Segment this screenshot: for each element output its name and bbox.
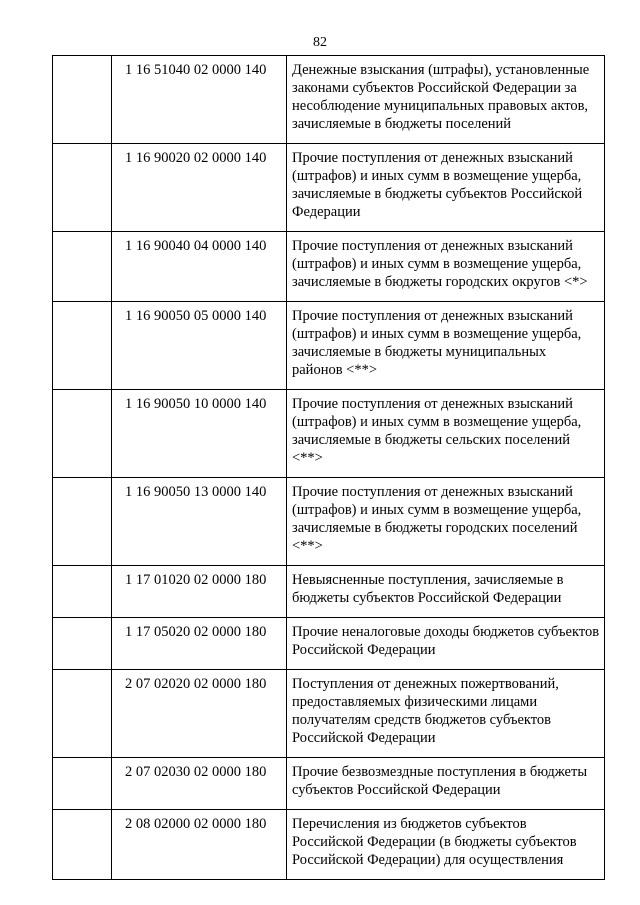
table-row <box>53 144 605 232</box>
income-name-cell: Денежные взыскания (штрафы), установленные законами субъектов Российской Федерации за несоблюдение муниципальных правовых актов, зачисляемые в бюджеты поселений <box>287 56 605 144</box>
budget-code-cell: 2 07 02020 02 0000 180 <box>112 670 287 758</box>
admin-code-cell <box>53 302 112 390</box>
table-row <box>53 56 605 144</box>
table-row <box>53 670 605 758</box>
income-name-cell: Прочие неналоговые доходы бюджетов субъектов Российской Федерации <box>287 618 605 670</box>
table-body <box>53 56 605 880</box>
budget-code-cell: 1 16 90020 02 0000 140 <box>112 144 287 232</box>
income-name-cell: Прочие поступления от денежных взысканий (штрафов) и иных сумм в возмещение ущерба, зачисляемые в бюджеты муниципальных районов <**> <box>287 302 605 390</box>
budget-code-cell: 1 16 51040 02 0000 140 <box>112 56 287 144</box>
admin-code-cell <box>53 758 112 810</box>
table-row <box>53 810 605 880</box>
table-row <box>53 478 605 566</box>
income-name-cell: Прочие поступления от денежных взысканий (штрафов) и иных сумм в возмещение ущерба, зачисляемые в бюджеты сельских поселений <**> <box>287 390 605 478</box>
budget-code-cell: 1 17 01020 02 0000 180 <box>112 566 287 618</box>
page-number: 82 <box>313 35 327 50</box>
income-name-cell: Прочие поступления от денежных взысканий (штрафов) и иных сумм в возмещение ущерба, зачисляемые в бюджеты городских поселений <**> <box>287 478 605 566</box>
table-row <box>53 232 605 302</box>
budget-code-cell: 2 08 02000 02 0000 180 <box>112 810 287 880</box>
table-row <box>53 566 605 618</box>
budget-classification-table <box>52 55 605 880</box>
budget-code-cell: 1 16 90040 04 0000 140 <box>112 232 287 302</box>
admin-code-cell <box>53 56 112 144</box>
admin-code-cell <box>53 232 112 302</box>
income-name-cell: Прочие безвозмездные поступления в бюджеты субъектов Российской Федерации <box>287 758 605 810</box>
budget-code-cell: 2 07 02030 02 0000 180 <box>112 758 287 810</box>
income-name-cell: Поступления от денежных пожертвований, предоставляемых физическими лицами получателям средств бюджетов субъектов Российской Федерации <box>287 670 605 758</box>
table-row <box>53 618 605 670</box>
budget-code-cell: 1 16 90050 13 0000 140 <box>112 478 287 566</box>
table-row <box>53 758 605 810</box>
budget-code-cell: 1 16 90050 05 0000 140 <box>112 302 287 390</box>
admin-code-cell <box>53 810 112 880</box>
admin-code-cell <box>53 670 112 758</box>
income-name-cell: Невыясненные поступления, зачисляемые в бюджеты субъектов Российской Федерации <box>287 566 605 618</box>
admin-code-cell <box>53 390 112 478</box>
income-name-cell: Прочие поступления от денежных взысканий (штрафов) и иных сумм в возмещение ущерба, зачисляемые в бюджеты субъектов Российской Федерации <box>287 144 605 232</box>
budget-code-cell: 1 16 90050 10 0000 140 <box>112 390 287 478</box>
admin-code-cell <box>53 618 112 670</box>
income-name-cell: Прочие поступления от денежных взысканий (штрафов) и иных сумм в возмещение ущерба, зачисляемые в бюджеты городских округов <*> <box>287 232 605 302</box>
table-row <box>53 390 605 478</box>
admin-code-cell <box>53 478 112 566</box>
table-row <box>53 302 605 390</box>
budget-code-cell: 1 17 05020 02 0000 180 <box>112 618 287 670</box>
income-name-cell: Перечисления из бюджетов субъектов Российской Федерации (в бюджеты субъектов Российской Федерации) для осуществления <box>287 810 605 880</box>
admin-code-cell <box>53 566 112 618</box>
admin-code-cell <box>53 144 112 232</box>
